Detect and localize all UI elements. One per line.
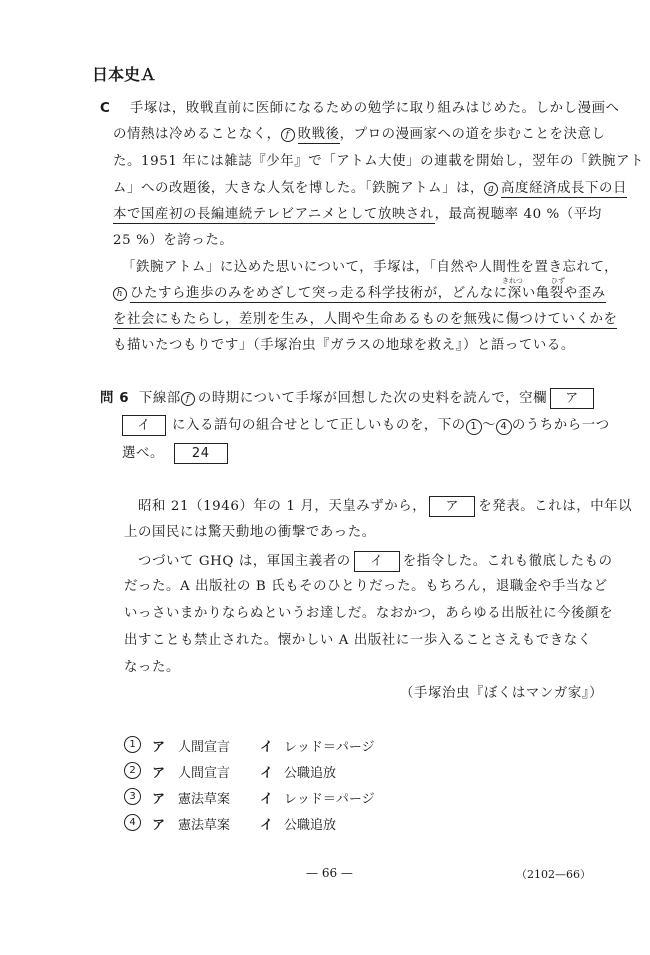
blank-i-box: イ: [354, 551, 400, 572]
ruby-reading: きれつ: [502, 277, 523, 285]
choice-num-1-icon: 1: [466, 419, 482, 435]
citation: （手塚治虫『ぼくはマンガ家』）: [400, 686, 604, 701]
subject-heading: 日本史Ａ: [92, 65, 157, 84]
blank-a-box: ア: [429, 496, 475, 517]
passage-line: [113, 311, 617, 329]
underlined-text-h: ひたすら進歩のみをめざして突っ走る科学技術が，どんなに深い亀裂や歪み: [130, 286, 606, 301]
source-line: だった。A 出版社の B 氏もそのひとりだった。もちろん，退職金や手当など: [124, 579, 608, 594]
choice-key-i: イ: [260, 740, 274, 755]
choice-value-a: 憲法草案: [178, 818, 231, 833]
source-line: [138, 496, 632, 517]
passage-line: 25 %）を誇った。: [113, 233, 234, 248]
source-text: 昭和 21（1946）年の 1 月，天皇みずから，: [138, 499, 427, 514]
underline-marker-f: f: [181, 392, 195, 406]
choice-value-a: 憲法草案: [178, 792, 231, 807]
passage-line: [113, 285, 606, 303]
underlined-text-h: を社会にもたらし，差別を生み，人間や生命あるものを無残に傷つけていくかを: [113, 312, 618, 327]
question-line: [122, 415, 610, 436]
underline-marker-g: g: [484, 182, 498, 196]
passage-text: 手塚は，敗戦直前に医師になるための勉学に取り組みはじめた。しかし漫画へ: [129, 101, 620, 116]
choice-key-i: イ: [260, 766, 274, 781]
source-line: 出すことも禁止された。懐かしい A 出版社に一歩入ることさえもできなく: [124, 633, 592, 648]
underlined-text-f: 敗戦後: [297, 127, 340, 142]
question-text: 選べ。: [122, 446, 164, 461]
source-line: いっさいまかりならぬというお達しだ。なおかつ，あらゆる出版社に今後顔を: [124, 606, 614, 621]
answer-choice-4[interactable]: [124, 814, 337, 833]
choice-key-a: ア: [152, 766, 166, 781]
source-line: [138, 551, 613, 572]
question-line: [100, 388, 594, 409]
source-text: を発表。これは，中年以: [478, 499, 633, 514]
choice-number-icon: 4: [124, 814, 141, 831]
passage-text: ，最高視聴率 40 %（平均: [434, 207, 602, 222]
choice-value-i: 公職追放: [284, 818, 337, 833]
choice-key-a: ア: [152, 818, 166, 833]
choice-value-i: レッド＝パージ: [284, 792, 375, 807]
underlined-text-g: 本で国産初の長編連続テレビアニメとして放映され: [113, 207, 435, 222]
answer-choice-3[interactable]: [124, 788, 375, 807]
choice-value-a: 人間宣言: [178, 766, 231, 781]
passage-text: ，プロの漫画家への道を歩むことを決意し: [339, 127, 606, 142]
choice-key-i: イ: [260, 818, 274, 833]
choice-key-a: ア: [152, 792, 166, 807]
underline-marker-f: f: [281, 128, 295, 142]
blank-a-box: ア: [550, 388, 594, 409]
source-line: なった。: [124, 660, 180, 675]
underline-marker-h: h: [113, 287, 127, 301]
underlined-text-g: 高度経済成長下の日: [501, 181, 627, 196]
source-text: を指令した。これも徹底したもの: [402, 554, 613, 569]
choice-value-a: 人間宣言: [178, 740, 231, 755]
choice-number-icon: 3: [124, 788, 141, 805]
passage-line: も描いたつもりです」（手塚治虫『ガラスの地球を救え』）と語っている。: [113, 338, 575, 353]
question-text: のうちから一つ: [511, 418, 610, 433]
passage-text: ム」への改題後，大きな人気を博した。「鉄腕アトム」は，: [113, 181, 485, 196]
answer-choice-1[interactable]: [124, 736, 375, 755]
passage-line: た。1951 年には雑誌『少年』で「アトム大使」の連載を開始し，翌年の「鉄腕アト: [113, 154, 645, 169]
source-text: つづいて GHQ は，軍国主義者の: [138, 554, 351, 569]
source-line: 上の国民には驚天動地の衝撃であった。: [124, 525, 376, 540]
choice-key-a: ア: [152, 740, 166, 755]
question-label: 問 6: [100, 391, 130, 406]
question-text: の時期について手塚が回想した次の史料を読んで，空欄: [197, 391, 548, 406]
choice-number-icon: 2: [124, 762, 141, 779]
passage-text: の情熱は冷めることなく，: [113, 127, 281, 142]
section-letter: C: [100, 101, 111, 116]
blank-i-box: イ: [122, 415, 166, 436]
answer-number-box: 24: [174, 443, 228, 464]
passage-line: 「鉄腕アトム」に込めた思いについて，手塚は，「自然や人間性を置き忘れて，: [122, 260, 619, 275]
question-line: [122, 443, 228, 464]
page-number: — 66 —: [306, 866, 353, 880]
answer-choice-2[interactable]: [124, 762, 337, 781]
choice-value-i: 公職追放: [284, 766, 337, 781]
passage-line: [113, 126, 605, 144]
choice-key-i: イ: [260, 792, 274, 807]
question-text: に入る語句の組合せとして正しいものを，下の: [172, 418, 466, 433]
question-text: 下線部: [138, 391, 181, 406]
exam-code: （2102—66）: [516, 868, 591, 881]
passage-line: [100, 100, 620, 118]
passage-line: [113, 180, 627, 198]
ruby-reading: ひず: [551, 277, 565, 285]
passage-line: [113, 206, 602, 224]
choice-number-icon: 1: [124, 736, 141, 753]
choice-value-i: レッド＝パージ: [284, 740, 375, 755]
choice-num-4-icon: 4: [496, 419, 512, 435]
question-text: ～: [481, 418, 496, 433]
